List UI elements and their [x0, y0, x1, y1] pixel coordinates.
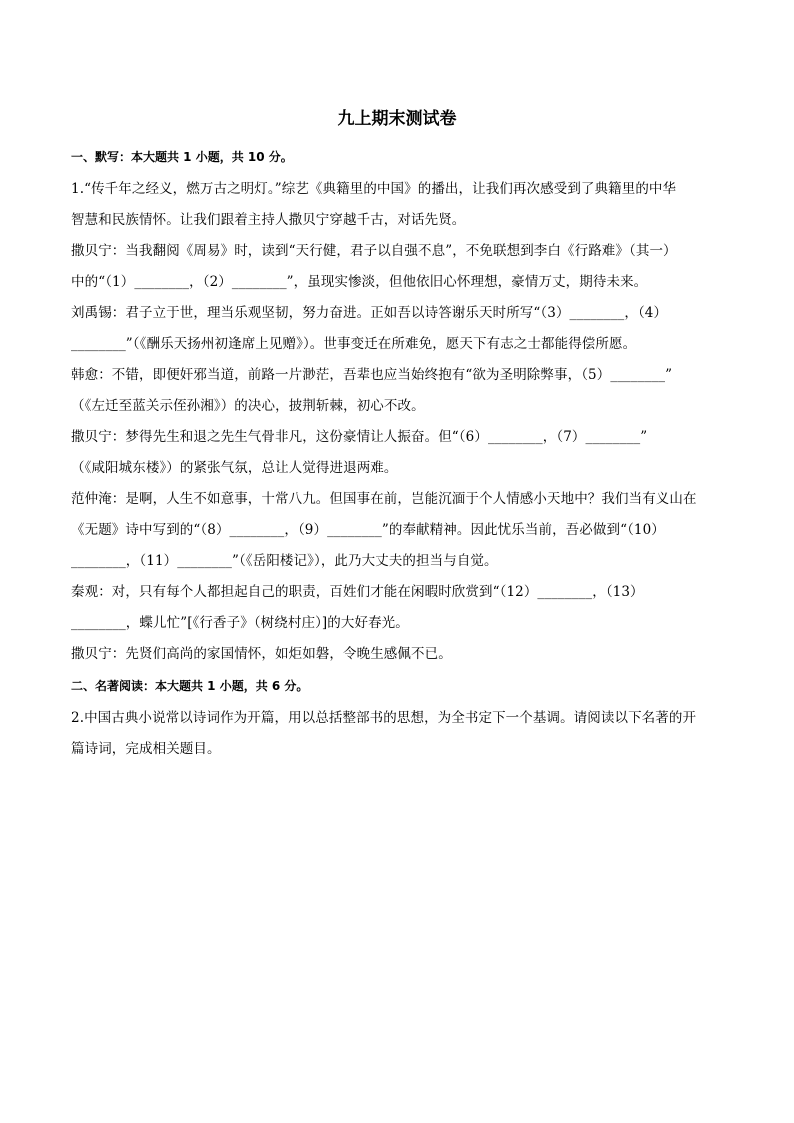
- question-1-line: 《无题》诗中写到的“（8）________，（9）________”的奉献精神。因此忧乐当前，吾必做到“（10）: [71, 522, 665, 538]
- question-1-line: 撒贝宁：当我翻阅《周易》时，读到“天行健，君子以自强不息”，不免联想到李白《行路难》（其一）: [71, 243, 677, 259]
- question-1-line: 范仲淹：是啊，人生不如意事，十常八九。但国事在前，岂能沉湎于个人情感小天地中？我们当有义山在: [71, 491, 697, 507]
- question-1-line: 中的“（1）________，（2）________”，虽现实惨淡，但他依旧心怀理想，豪情万丈，期待未来。: [71, 274, 648, 290]
- question-1-line: 1.“传千年之经义，燃万古之明灯。”综艺《典籍里的中国》的播出，让我们再次感受到了典籍里的中华: [71, 181, 677, 197]
- question-1-line: ________，（11）________”（《岳阳楼记》），此乃大丈夫的担当与自觉。: [71, 553, 498, 569]
- section-2-heading: 二、名著阅读：本大题共 1 小题，共 6 分。: [71, 679, 309, 693]
- page-title: 九上期末测试卷: [337, 109, 457, 129]
- question-1-line: 撒贝宁：先贤们高尚的家国情怀，如炬如磐，令晚生感佩不已。: [71, 646, 452, 662]
- question-1-line: 秦观：对，只有每个人都担起自己的职责，百姓们才能在闲暇时欣赏到“（12）________，（13）: [71, 584, 644, 600]
- question-1-line: 撒贝宁：梦得先生和退之先生气骨非凡，这份豪情让人振奋。但“（6）________，（7）________”: [71, 429, 648, 445]
- question-2-line: 2.中国古典小说常以诗词作为开篇，用以总括整部书的思想，为全书定下一个基调。请阅读以下名著的开: [71, 710, 697, 726]
- question-2-line: 篇诗词，完成相关题目。: [71, 741, 221, 757]
- question-1-line: 韩愈：不错，即便奸邪当道，前路一片渺茫，吾辈也应当始终抱有“欲为圣明除弊事，（5）________”: [71, 367, 673, 383]
- question-1-line: （《咸阳城东楼》）的紧张气氛，总让人觉得进退两难。: [71, 460, 398, 476]
- question-1-line: 刘禹锡：君子立于世，理当乐观坚韧，努力奋进。正如吾以诗答谢乐天时所写“（3）________，（4）: [71, 305, 668, 321]
- section-1-heading: 一、默写：本大题共 1 小题，共 10 分。: [71, 150, 293, 164]
- question-1-line: ________”（《酬乐天扬州初逢席上见赠》）。世事变迁在所难免，愿天下有志之士都能得偿所愿。: [71, 336, 637, 352]
- question-1-line: 智慧和民族情怀。让我们跟着主持人撒贝宁穿越千古，对话先贤。: [71, 212, 466, 228]
- question-1-line: ________，蝶儿忙”[《行香子》（树绕村庄）]的大好春光。: [71, 615, 409, 631]
- question-1-line: （《左迁至蓝关示侄孙湘》）的决心，披荆斩棘，初心不改。: [71, 398, 425, 414]
